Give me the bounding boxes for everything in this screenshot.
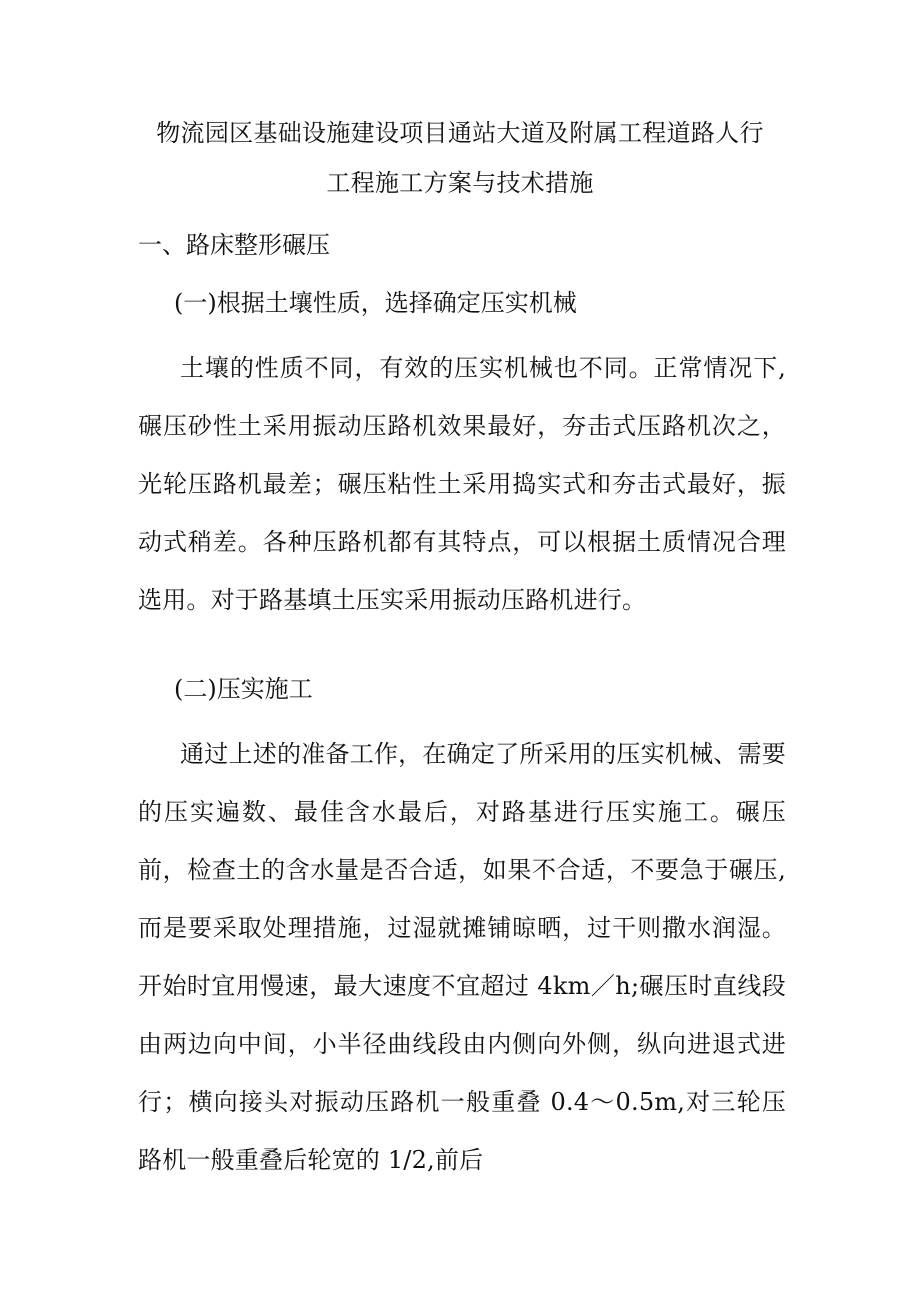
- document-title-line-1: 物流园区基础设施建设项目通站大道及附属工程道路人行: [156, 119, 764, 147]
- document-title-line-2: 工程施工方案与技术措施: [326, 169, 594, 197]
- paragraph-2: 通过上述的准备工作，在确定了所采用的压实机械、需要的压实遍数、最佳含水最后，对路基进行压实施工。碾压前，检查土的含水量是否合适，如果不合适，不要急于碾压,而是要采取处理措施，过湿就摊铺晾晒，过干则撒水润湿。开始时宜用慢速，最大速度不宜超过 4km／h;碾压时直线段由两边向中间，小半径曲线段由内侧向外侧，纵向进退式进行；横向接头对振动压路机一般重叠 0.4～0.5m,对三轮压路机一般重叠后轮宽的 1/2,前后: [138, 740, 786, 1174]
- paragraph-1: 土壤的性质不同，有效的压实机械也不同。正常情况下,碾压砂性土采用振动压路机效果最好，夯击式压路机次之，光轮压路机最差；碾压粘性土采用捣实式和夯击式最好，振动式稍差。各种压路机都有其特点，可以根据土质情况合理选用。对于路基填土压实采用振动压路机进行。: [138, 354, 786, 614]
- section-heading-1: 一、路床整形碾压: [138, 231, 330, 259]
- subsection-heading-1: (一)根据土壤性质，选择确定压实机械: [174, 289, 577, 317]
- subsection-heading-2: (二)压实施工: [174, 675, 313, 703]
